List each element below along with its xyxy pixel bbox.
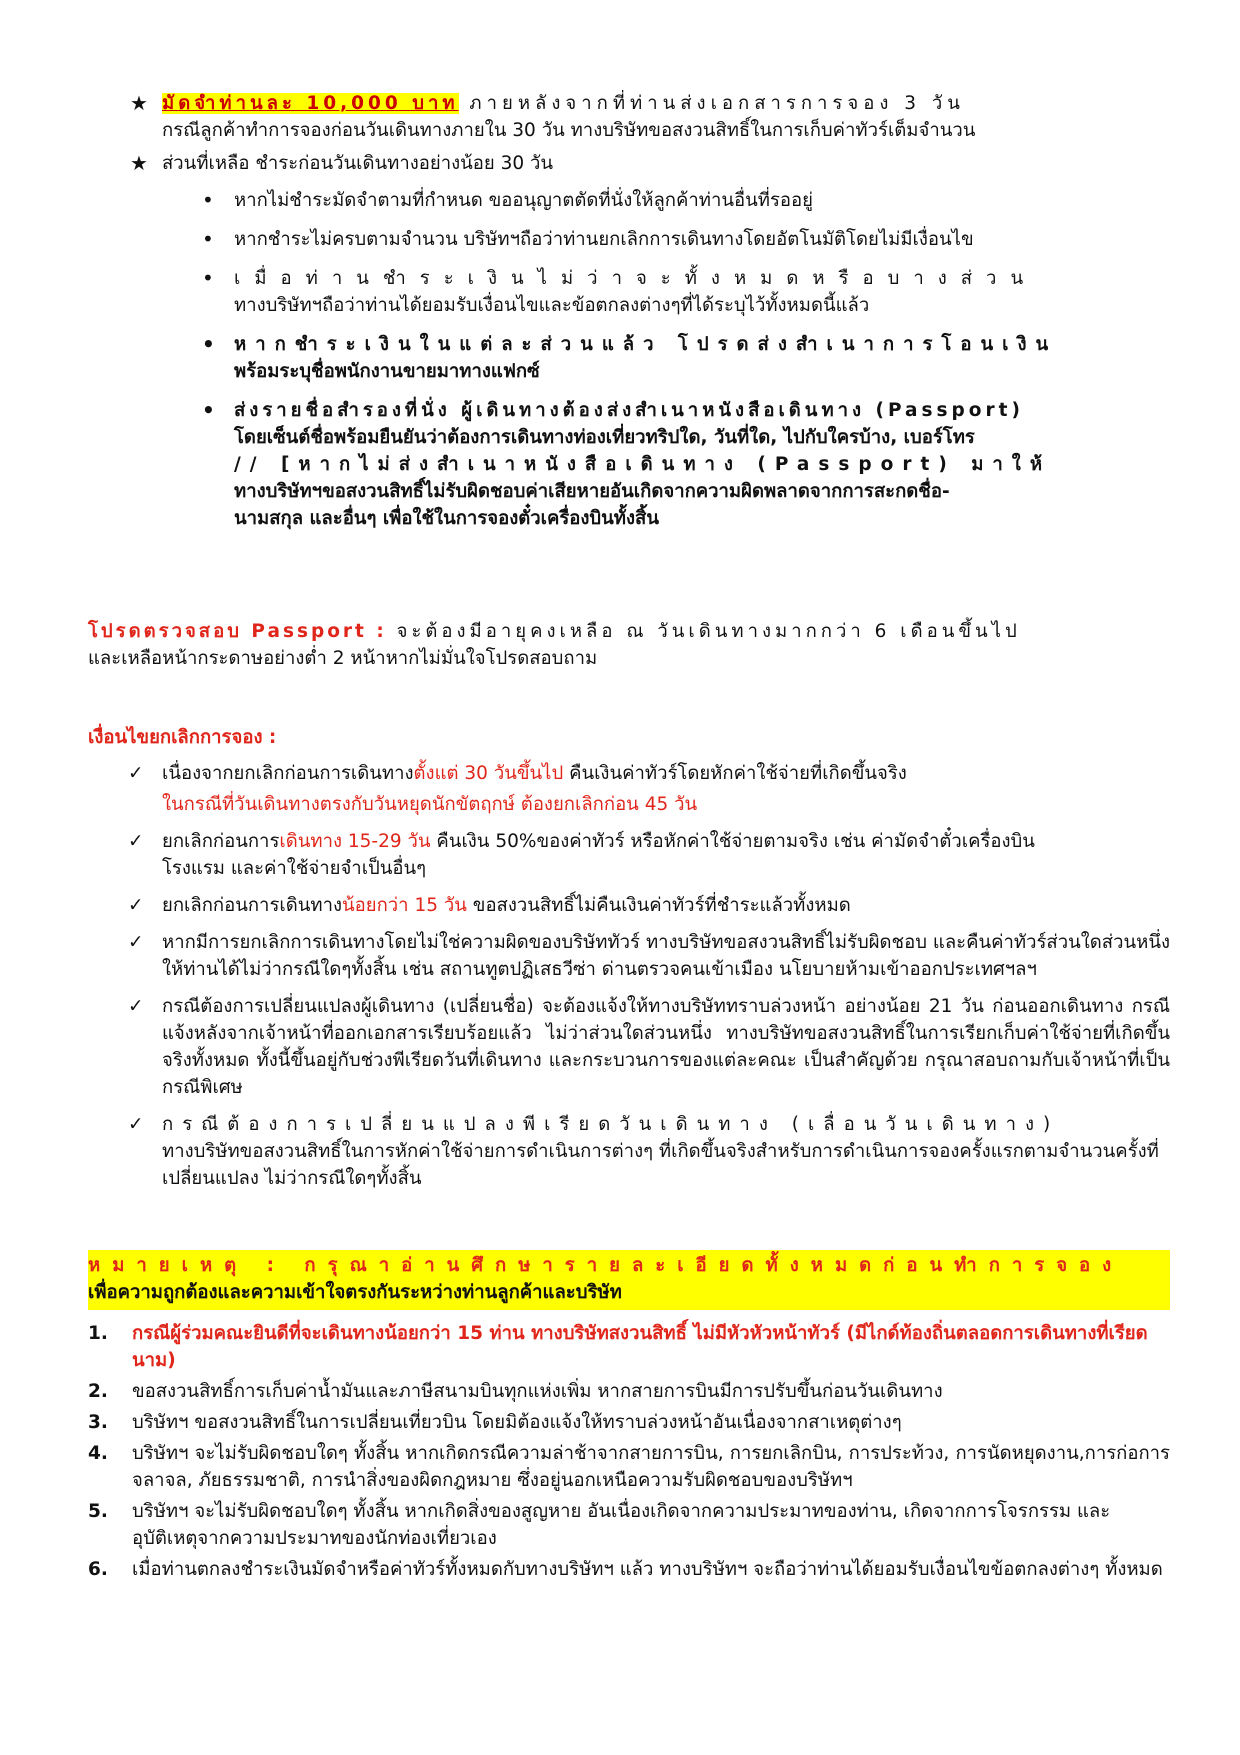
item-number: 2.	[88, 1381, 108, 1402]
item-number: 4.	[88, 1443, 108, 1464]
text: หากมีการยกเลิกการเดินทางโดยไม่ใช่ความผิดของบริษัททัวร์ ทางบริษัทขอสงวนสิทธิ์ไม่รับผิดชอบ และคืนค่าทัวร์ส่วนใดส่วนหนึ่งให้ท่านได้ไม่ว่ากรณีใดๆทั้งสิ้น เช่น สถานทูตปฏิเสธวีซ่า ด่านตรวจคนเข้าเมือง นโยบายห้ามเข้าออกประเทศฯลฯ	[162, 932, 1170, 980]
bullet-dot-icon: •	[202, 188, 214, 212]
list-item-text: นามสกุล และอื่นๆ เพื่อใช้ในการจองตั๋วเครื่องบินทั้งสิ้น	[234, 508, 659, 529]
note-title: หมายเหตุ : กรุณาอ่านศึกษารายละเอียดทั้งหมดก่อนทำการจอง	[88, 1255, 1124, 1276]
star-bullet-icon: ★	[130, 91, 148, 115]
deposit-note: กรณีลูกค้าทำการจองก่อนวันเดินทางภายใน 30 วัน ทางบริษัทขอสงวนสิทธิ์ในการเก็บค่าทัวร์เต็มจำนวน	[162, 120, 976, 141]
list-item-text: ทางบริษัทฯถือว่าท่านได้ยอมรับเงื่อนไขและข้อตกลงต่างๆที่ได้ระบุไว้ทั้งหมดนี้แล้ว	[234, 295, 870, 316]
list-item	[194, 331, 1170, 385]
list-item-text: หากไม่ชำระมัดจำตามที่กำหนด ขออนุญาตตัดที่นั่งให้ลูกค้าท่านอื่นที่รออยู่	[234, 190, 813, 211]
check-icon: ✓	[128, 996, 144, 1017]
check-icon: ✓	[128, 1114, 144, 1135]
list-item-text: โดยเซ็นต์ชื่อพร้อมยืนยันว่าต้องการเดินทางท่องเที่ยวทริปใด, วันที่ใด, ไปกับใครบ้าง, เบอร์โทร	[234, 427, 975, 448]
list-item-text: ทางบริษัทฯขอสงวนสิทธิ์ไม่รับผิดชอบค่าเสียหายอันเกิดจากความผิดพลาดจากการสะกดชื่อ-	[234, 481, 950, 502]
text: เนื่องจากยกเลิกก่อนการเดินทาง	[162, 763, 414, 784]
list-item-text: บริษัทฯ จะไม่รับผิดชอบใดๆ ทั้งสิ้น หากเกิดกรณีความล่าช้าจากสายการบิน, การยกเลิกบิน, การประท้วง, การนัดหยุดงาน,การก่อการจลาจล, ภัยธรรมชาติ, การนำสิ่งของผิดกฎหมาย ซึ่งอยู่นอกเหนือความรับผิดชอบของบริษัทฯ	[132, 1443, 1170, 1491]
deposit-highlight: มัดจำท่านละ 10,000 บาท	[162, 93, 459, 114]
list-item	[88, 1409, 1170, 1436]
passport-text: จะต้องมีอายุคงเหลือ ณ วันเดินทางมากกว่า 6 เดือนขึ้นไป	[386, 621, 1021, 642]
list-item	[88, 1378, 1170, 1405]
list-item-text: ส่งรายชื่อสำรองที่นั่ง ผู้เดินทางต้องส่งสำเนาหนังสือเดินทาง (Passport)	[234, 400, 1024, 421]
payment-terms-list	[130, 90, 1170, 544]
text: กรณีต้องการเปลี่ยนแปลงผู้เดินทาง (เปลี่ยนชื่อ) จะต้องแจ้งให้ทางบริษัททราบล่วงหน้า อย่างน้อย 21 วัน ก่อนออกเดินทาง กรณีแจ้งหลังจากเจ้าหน้าที่ออกเอกสารเรียบร้อยแล้ว ไม่ว่าส่วนใดส่วนหนึ่ง ทางบริษัทขอสงวนสิทธิ์ในการเรียกเก็บค่าใช้จ่ายที่เกิดขึ้นจริงทั้งหมด ทั้งนี้ขึ้นอยู่กับช่วงพีเรียดวันที่เดินทาง และกระบวนการของแต่ละคณะ เป็นสำคัญด้วย กรุณาสอบถามกับเจ้าหน้าที่เป็นกรณีพิเศษ	[162, 996, 1170, 1098]
list-item-text: พร้อมระบุชื่อพนักงานขายมาทางแฟกซ์	[234, 361, 540, 382]
note-subtitle: เพื่อความถูกต้องและความเข้าใจตรงกันระหว่างท่านลูกค้าและบริษัท	[88, 1282, 622, 1303]
text: ยกเลิกก่อนการ	[162, 831, 280, 852]
list-item	[194, 265, 1170, 319]
list-item	[128, 760, 1170, 818]
list-item-text: หากชำระเงินในแต่ละส่วนแล้ว โปรดส่งสำเนาการโอนเงิน	[234, 334, 1058, 355]
list-item-text: ขอสงวนสิทธิ์การเก็บค่าน้ำมันและภาษีสนามบินทุกแห่งเพิ่ม หากสายการบินมีการปรับขึ้นก่อนวันเดินทาง	[132, 1381, 943, 1402]
remaining-item	[130, 150, 1170, 532]
cancel-heading: เงื่อนไขยกเลิกการจอง :	[88, 727, 277, 748]
list-item	[194, 187, 1170, 214]
bullet-dot-icon: •	[202, 332, 215, 356]
item-number: 6.	[88, 1559, 108, 1580]
item-number: 5.	[88, 1501, 108, 1522]
text: ขอสงวนสิทธิ์ไม่คืนเงินค่าทัวร์ที่ชำระแล้วทั้งหมด	[466, 895, 851, 916]
holiday-note: ในกรณีที่วันเดินทางตรงกับวันหยุดนักขัตฤกษ์ ต้องยกเลิกก่อน 45 วัน	[162, 794, 698, 815]
text: กรณีต้องการเปลี่ยนแปลงพีเรียดวันเดินทาง (เลื่อนวันเดินทาง)	[162, 1114, 1060, 1135]
list-item-text: กรณีผู้ร่วมคณะยินดีที่จะเดินทางน้อยกว่า 15 ท่าน ทางบริษัทสงวนสิทธิ์ ไม่มีหัวหัวหน้าทัวร์ (มีไกด์ท้องถิ่นตลอดการเดินทางที่เรียดนาม)	[132, 1323, 1148, 1371]
bullet-dot-icon: •	[202, 398, 215, 422]
text: ยกเลิกก่อนการเดินทาง	[162, 895, 342, 916]
text: โรงแรม และค่าใช้จ่ายจำเป็นอื่นๆ	[162, 858, 427, 879]
list-item	[88, 1498, 1170, 1552]
check-icon: ✓	[128, 763, 144, 784]
highlight-text: ตั้งแต่ 30 วันขึ้นไป	[413, 763, 564, 784]
text: คืนเงินค่าทัวร์โดยหักค่าใช้จ่ายที่เกิดขึ้นจริง	[563, 763, 907, 784]
list-item	[128, 892, 1170, 919]
bullet-dot-icon: •	[202, 227, 214, 251]
list-item	[128, 993, 1170, 1101]
item-number: 3.	[88, 1412, 108, 1433]
deposit-item	[130, 90, 1170, 144]
text: ทางบริษัทขอสงวนสิทธิ์ในการหักค่าใช้จ่ายการดำเนินการต่างๆ ที่เกิดขึ้นจริงสำหรับการดำเนินการจองครั้งแรกตามจำนวนครั้งที่เปลี่ยนแปลง ไม่ว่ากรณีใดๆทั้งสิ้น	[162, 1141, 1159, 1189]
list-item	[88, 1320, 1170, 1374]
highlight-text: น้อยกว่า 15 วัน	[342, 895, 467, 916]
list-item	[194, 397, 1170, 532]
list-item	[128, 828, 1170, 882]
list-item	[128, 1111, 1170, 1192]
list-item-text: // [หากไม่ส่งสำเนาหนังสือเดินทาง (Passport) มาให้	[234, 454, 1052, 475]
remaining-text: ส่วนที่เหลือ ชำระก่อนวันเดินทางอย่างน้อย 30 วัน	[162, 153, 554, 174]
list-item	[88, 1556, 1170, 1583]
list-item-text: เมื่อท่านตกลงชำระเงินมัดจำหรือค่าทัวร์ทั้งหมดกับทางบริษัทฯ แล้ว ทางบริษัทฯ จะถือว่าท่านได้ยอมรับเงื่อนไขข้อตกลงต่างๆ ทั้งหมด	[132, 1559, 1163, 1580]
remarks-list	[88, 1320, 1170, 1587]
list-item	[128, 929, 1170, 983]
check-icon: ✓	[128, 932, 144, 953]
item-number: 1.	[88, 1323, 108, 1344]
list-item-text: เมื่อท่านชำระเงินไม่ว่าจะทั้งหมดหรือบางส่วน	[234, 268, 1038, 289]
check-icon: ✓	[128, 831, 144, 852]
text: คืนเงิน 50%ของค่าทัวร์ หรือหักค่าใช้จ่ายตามจริง เช่น ค่ามัดจำตั๋วเครื่องบิน	[430, 831, 1035, 852]
list-item	[88, 1440, 1170, 1494]
passport-label: โปรดตรวจสอบ Passport :	[88, 621, 387, 642]
note-banner	[88, 1250, 1170, 1310]
bullet-dot-icon: •	[202, 266, 214, 290]
list-item-text: บริษัทฯ ขอสงวนสิทธิ์ในการเปลี่ยนเที่ยวบิน โดยมิต้องแจ้งให้ทราบล่วงหน้าอันเนื่องจากสาเหตุต่างๆ	[132, 1412, 902, 1433]
cancel-conditions-list	[128, 760, 1170, 1202]
passport-text-2: และเหลือหน้ากระดาษอย่างต่ำ 2 หน้าหากไม่มั่นใจโปรดสอบถาม	[88, 648, 598, 669]
highlight-text: เดินทาง 15-29 วัน	[279, 831, 431, 852]
list-item-text: บริษัทฯ จะไม่รับผิดชอบใดๆ ทั้งสิ้น หากเกิดสิ่งของสูญหาย อันเนื่องเกิดจากความประมาทของท่าน, เกิดจากการโจรกรรม และ อุบัติเหตุจากความประมาทของนักท่องเที่ยวเอง	[132, 1501, 1111, 1549]
list-item	[194, 226, 1170, 253]
remaining-sub-list	[194, 187, 1170, 532]
list-item-text: หากชำระไม่ครบตามจำนวน บริษัทฯถือว่าท่านยกเลิกการเดินทางโดยอัตโนมัติโดยไม่มีเงื่อนไข	[234, 229, 974, 250]
passport-notice	[88, 618, 1170, 672]
deposit-text: ภายหลังจากที่ท่านส่งเอกสารการจอง 3 วัน	[458, 93, 965, 114]
check-icon: ✓	[128, 895, 144, 916]
star-bullet-icon: ★	[130, 151, 148, 175]
